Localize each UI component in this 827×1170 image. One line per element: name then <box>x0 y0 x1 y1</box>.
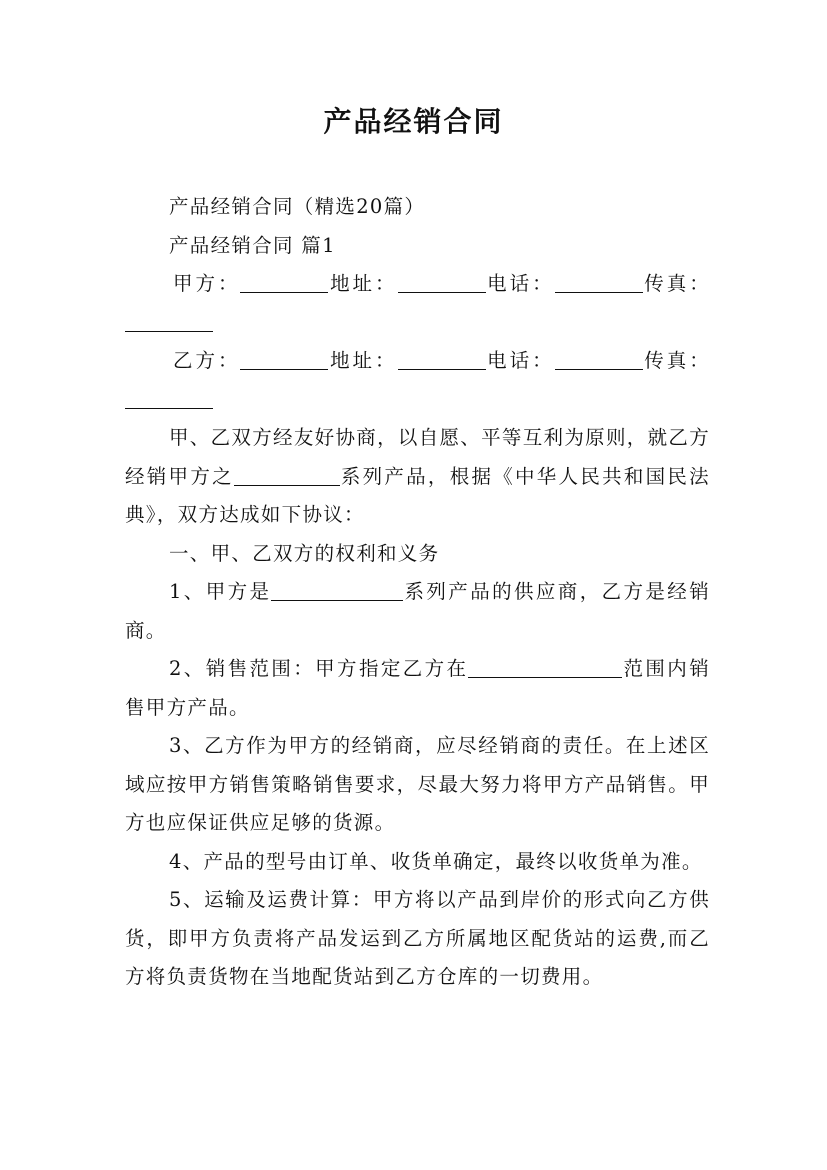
party-b-fax-blank <box>125 388 213 409</box>
clause-5: 5、运输及运费计算：甲方将以产品到岸价的形式向乙方供货，即甲方负责将产品发运到乙方所属地区配货站的运费,而乙方将负责货物在当地配货站到乙方仓库的一切费用。 <box>125 888 710 988</box>
product-series-blank <box>234 465 340 486</box>
document-body <box>125 188 710 997</box>
clause-1 <box>125 573 710 650</box>
party-b-label: 乙方： <box>173 349 241 372</box>
section-heading: 产品经销合同 篇1 <box>169 233 336 257</box>
party-a-fax-blank <box>125 311 213 332</box>
party-a-phone-blank <box>555 272 643 293</box>
clause-2 <box>125 650 710 727</box>
party-a-address-blank <box>398 272 486 293</box>
party-b-address-label: 地址： <box>328 349 398 372</box>
party-b-phone-blank <box>555 349 643 370</box>
clause-2-part1: 2、销售范围：甲方指定乙方在 <box>169 657 469 680</box>
party-a-phone-label: 电话： <box>485 272 555 295</box>
clause-4: 4、产品的型号由订单、收货单确定，最终以收货单为准。 <box>169 849 703 873</box>
heading-rights-obligations: 一、甲、乙双方的权利和义务 <box>169 541 440 565</box>
sales-region-blank <box>468 657 622 678</box>
party-a-address-label: 地址： <box>328 272 398 295</box>
document-title: 产品经销合同 <box>323 105 504 138</box>
intro-part2: 系列产品，根据《中华人民共和国民法典》，双方达成如下协议： <box>125 464 710 526</box>
party-a-name-blank <box>240 272 328 293</box>
supplier-series-blank <box>271 580 403 601</box>
clause-3: 3、乙方作为甲方的经销商，应尽经销商的责任。在上述区域应按甲方销售策略销售要求，尽最大努力将甲方产品销售。甲方也应保证供应足够的货源。 <box>125 734 710 834</box>
party-a-label: 甲方： <box>173 272 241 295</box>
intro-paragraph <box>125 419 710 535</box>
party-b-phone-label: 电话： <box>485 349 555 372</box>
party-a-fax-label: 传真： <box>642 272 711 295</box>
clause-2-part2: 范围内销售甲方产品。 <box>125 657 710 719</box>
subtitle: 产品经销合同（精选20篇） <box>169 195 426 218</box>
party-a-line <box>125 265 710 342</box>
clause-1-part1: 1、甲方是 <box>169 580 272 603</box>
party-b-line <box>125 342 710 419</box>
intro-part1: 甲、乙双方经友好协商，以自愿、平等互利为原则，就乙方经销甲方之 <box>125 426 710 488</box>
clause-1-part2: 系列产品的供应商，乙方是经销商。 <box>125 580 710 642</box>
party-b-name-blank <box>240 349 328 370</box>
party-b-fax-label: 传真： <box>642 349 711 372</box>
party-b-address-blank <box>398 349 486 370</box>
